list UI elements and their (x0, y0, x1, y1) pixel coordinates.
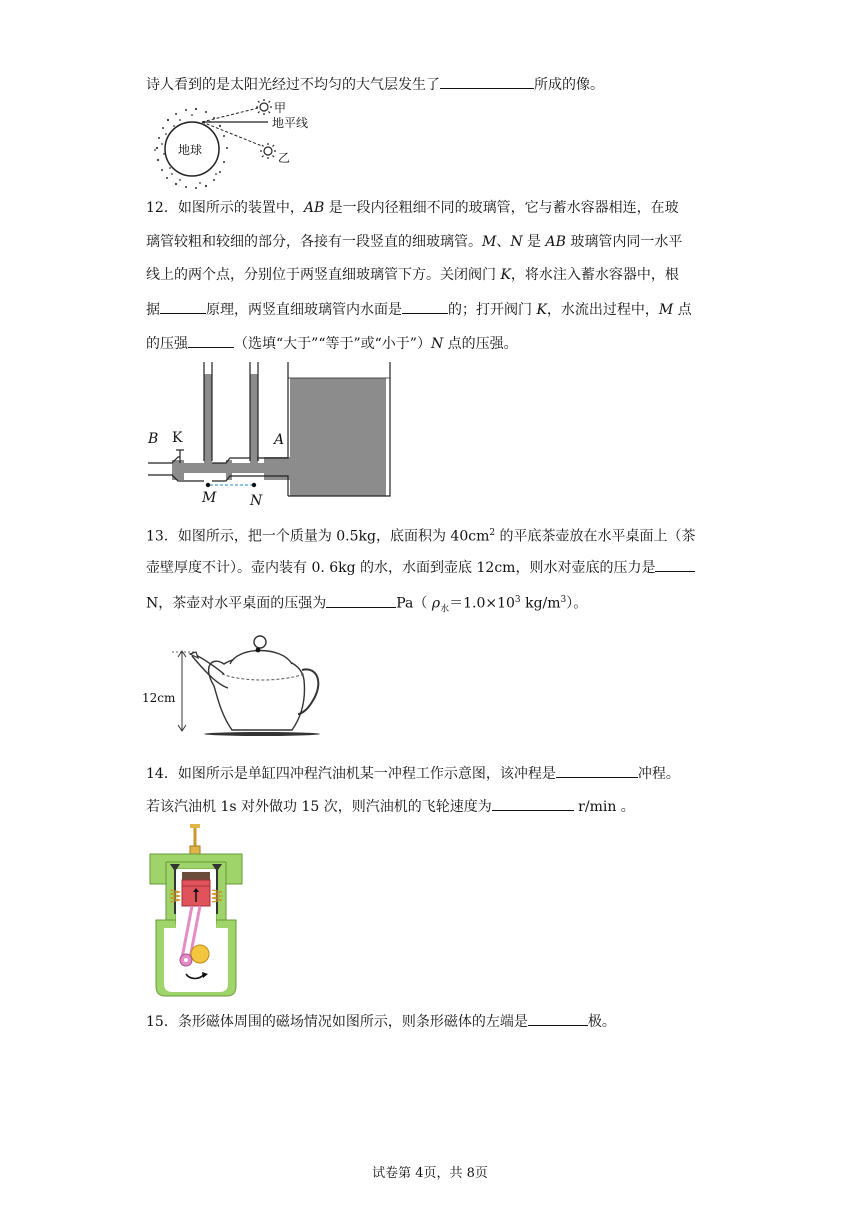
answer-blank[interactable] (188, 333, 234, 348)
answer-blank[interactable] (440, 74, 534, 89)
label-M: M (202, 490, 217, 506)
answer-blank[interactable] (655, 557, 695, 572)
tube-container-figure (144, 362, 396, 512)
earth-label: 地球 (178, 143, 203, 157)
q15-line-1: 15．条形磁体周围的磁场情况如图所示，则条形磁体的左端是 极。 (146, 1011, 616, 1032)
q12-line-2: 璃管较粗和较细的部分，各接有一段竖直的细玻璃管。M、N 是 AB 玻璃管内同一水平 (146, 234, 683, 250)
label-horizon: 地平线 (272, 116, 309, 130)
q14-line-2: 若该汽油机 1s 对外做功 15 次，则汽油机的飞轮速度为 r/min 。 (146, 796, 635, 817)
q13-line-3: N，茶壶对水平桌面的压强为 Pa（ $\rho_水=1.0\times 10^3$ $kg/m^3$）。 (146, 590, 587, 619)
q14-line-1: 14．如图所示是单缸四冲程汽油机某一冲程工作示意图，该冲程是 冲程。 (146, 763, 680, 784)
q12-line-4: 据 原理，两竖直细玻璃管内水面是 的；打开阀门 K，水流出过程中，M 点 (146, 299, 692, 320)
answer-blank[interactable] (492, 796, 574, 811)
q11-line-1: 诗人看到的是太阳光经过不均匀的大气层发生了 所成的像。 (146, 74, 604, 95)
engine-stroke-figure (146, 824, 246, 996)
answer-blank[interactable] (160, 299, 206, 314)
q12-line-5: 的压强 （选填“大于”“等于”或“小于”）N 点的压强。 (146, 333, 518, 354)
teapot-figure (142, 626, 322, 736)
q13-line-2: 壶壁厚度不计）。壶内装有 0. 6kg 的水，水面到壶底 12cm，则水对壶底的压力是 (146, 557, 695, 578)
label-A: A (274, 432, 285, 448)
earth-atmosphere-figure (150, 98, 310, 190)
answer-blank[interactable] (402, 299, 448, 314)
q12-line-3: 线上的两个点，分别位于两竖直细玻璃管下方。关闭阀门 K，将水注入蓄水容器中，根 (146, 267, 679, 283)
label-N: N (250, 493, 263, 509)
label-B: B (148, 431, 159, 447)
answer-blank[interactable] (556, 763, 638, 778)
q13-line-1: 13．如图所示，把一个质量为 0.5kg，底面积为 $40cm^2$ 的平底茶壶放在水平桌面上（茶 (146, 528, 696, 545)
answer-blank[interactable] (528, 1011, 588, 1026)
sun-yi-icon (260, 143, 276, 159)
label-jia: 甲 (274, 101, 287, 115)
page-footer: 试卷第 4页，共 8页 (372, 1166, 488, 1181)
sun-jia-icon (256, 99, 272, 115)
answer-blank[interactable] (326, 593, 396, 608)
q12-line-1: 12．如图所示的装置中，AB 是一段内径粗细不同的玻璃管，它与蓄水容器相连，在玻 (146, 200, 679, 216)
label-K: K (172, 430, 183, 446)
height-label: 12cm (142, 691, 176, 705)
label-yi: 乙 (278, 151, 291, 165)
